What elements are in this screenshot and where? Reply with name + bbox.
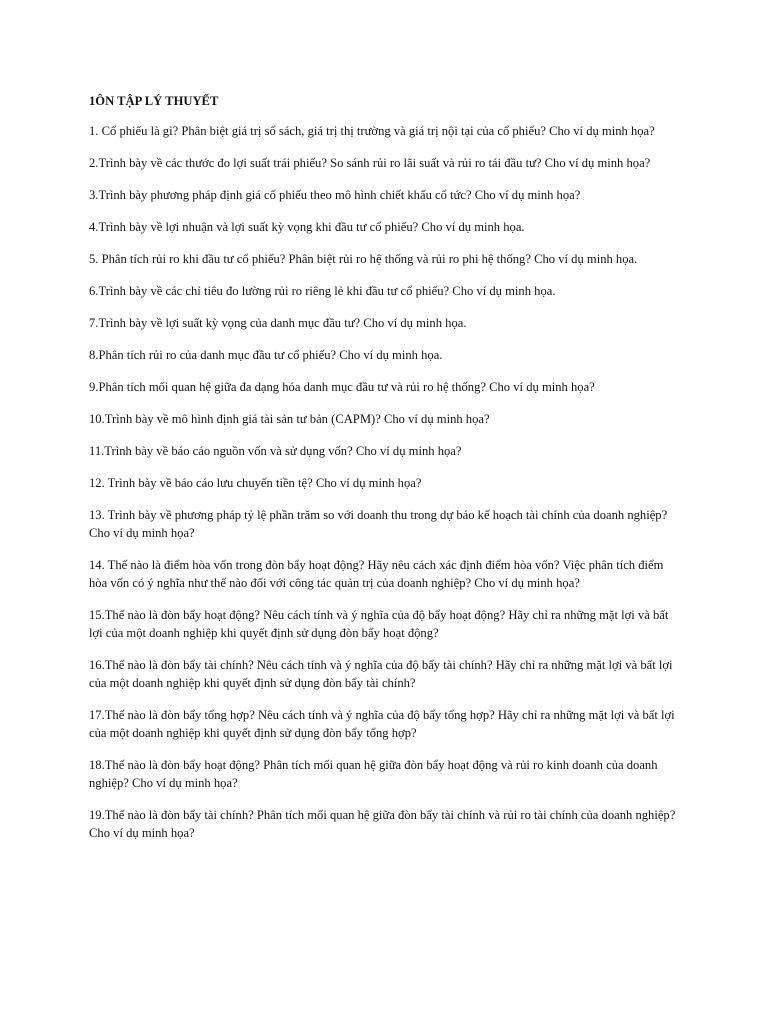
question-item: 16.Thế nào là đòn bẩy tài chính? Nêu cách tính và ý nghĩa của độ bẩy tài chính? Hãy chỉ ra những mặt lợi và bất lợi của một doanh nghiệp khi quyết định sử dụng đòn bẩy tài chính?	[89, 658, 673, 690]
question-item: 15.Thế nào là đòn bẩy hoạt động? Nêu cách tính và ý nghĩa của độ bẩy hoạt động? Hãy chỉ ra những mặt lợi và bất lợi của một doanh nghiệp khi quyết định sử dụng đòn bẩy hoạt động?	[89, 608, 669, 640]
question-item: 18.Thế nào là đòn bẩy hoạt động? Phân tích mối quan hệ giữa đòn bẩy hoạt động và rủi ro kinh doanh của doanh nghiệp? Cho ví dụ minh họa?	[89, 758, 658, 790]
question-item: 8.Phân tích rủi ro của danh mục đầu tư cổ phiếu? Cho ví dụ minh họa.	[89, 348, 443, 362]
question-item: 9.Phân tích mối quan hệ giữa đa dạng hóa danh mục đầu tư và rủi ro hệ thống? Cho ví dụ minh họa?	[89, 380, 595, 394]
document-title: 1ÔN TẬP LÝ THUYẾT	[89, 94, 219, 108]
question-item: 4.Trình bày về lợi nhuận và lợi suất kỳ vọng khi đầu tư cổ phiếu? Cho ví dụ minh họa.	[89, 220, 525, 234]
question-item: 1. Cổ phiếu là gì? Phân biệt giá trị sổ sách, giá trị thị trường và giá trị nội tại của cổ phiếu? Cho ví dụ minh họa?	[89, 124, 655, 138]
question-item: 19.Thế nào là đòn bẩy tài chính? Phân tích mối quan hệ giữa đòn bẩy tài chính và rủi ro tài chính của doanh nghiệp? Cho ví dụ minh họa?	[89, 808, 676, 840]
document-body	[89, 92, 683, 856]
question-item: 2.Trình bày về các thước đo lợi suất trái phiếu? So sánh rủi ro lãi suất và rủi ro tái đầu tư? Cho ví dụ minh họa?	[89, 156, 651, 170]
question-item: 5. Phân tích rủi ro khi đầu tư cổ phiếu? Phân biệt rủi ro hệ thống và rủi ro phi hệ thống? Cho ví dụ minh họa.	[89, 252, 638, 266]
question-item: 7.Trình bày về lợi suất kỳ vọng của danh mục đầu tư? Cho ví dụ minh họa.	[89, 316, 467, 330]
question-item: 10.Trình bày về mô hình định giá tài sản tư bản (CAPM)? Cho ví dụ minh họa?	[89, 412, 490, 426]
question-item: 6.Trình bày về các chỉ tiêu đo lường rủi ro riêng lẻ khi đầu tư cổ phiếu? Cho ví dụ minh họa.	[89, 284, 556, 298]
question-item: 11.Trình bày về báo cáo nguồn vốn và sử dụng vốn? Cho ví dụ minh họa?	[89, 444, 462, 458]
question-item: 14. Thế nào là điểm hòa vốn trong đòn bẩy hoạt động? Hãy nêu cách xác định điểm hòa vốn? Việc phân tích điểm hòa vốn có ý nghĩa như thế nào đối với công tác quản trị của doanh nghiệp? Cho ví dụ minh họa?	[89, 558, 664, 590]
question-item: 13. Trình bày về phương pháp tỷ lệ phần trăm so với doanh thu trong dự báo kế hoạch tài chính của doanh nghiệp? Cho ví dụ minh họa?	[89, 508, 668, 540]
question-item: 3.Trình bày phương pháp định giá cổ phiếu theo mô hình chiết khấu cổ tức? Cho ví dụ minh họa?	[89, 188, 581, 202]
question-item: 12. Trình bày về báo cáo lưu chuyển tiền tệ? Cho ví dụ minh họa?	[89, 476, 422, 490]
question-item: 17.Thế nào là đòn bẩy tổng hợp? Nêu cách tính và ý nghĩa của độ bẩy tổng hợp? Hãy chỉ ra những mặt lợi và bất lợi của một doanh nghiệp khi quyết định sử dụng đòn bẩy tổng hợp?	[89, 708, 675, 740]
